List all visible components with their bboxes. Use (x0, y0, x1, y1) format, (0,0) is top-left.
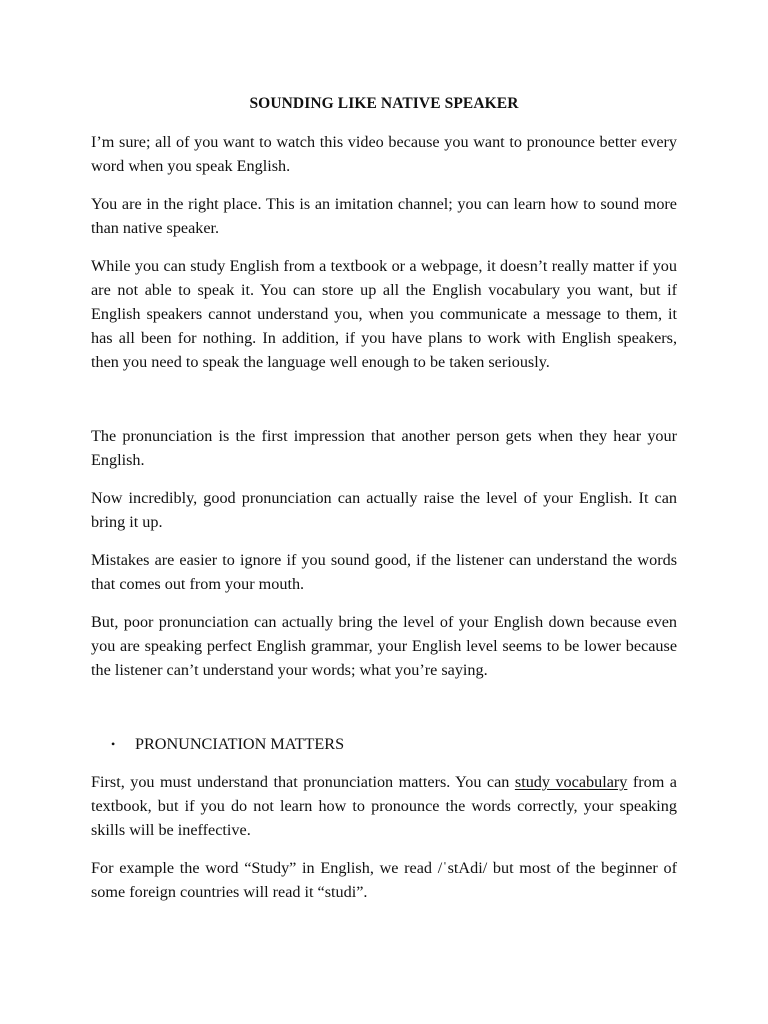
paragraph-example-study: For example the word “Study” in English, we read /ˈstAdi/ but most of the beginner of some foreign countries will read it “studi”. (91, 859, 677, 901)
paragraph-text-after-link: from a textbook, but if you do not learn how to pronounce the words correctly, your speaking skills will be ineffective. (91, 773, 677, 839)
paragraph-poor-pronunciation: But, poor pronunciation can actually bring the level of your English down because even you are speaking perfect English grammar, your English level seems to be lower because the listener can’t understand your words; what you’re saying. (91, 613, 677, 679)
paragraph-mistakes: Mistakes are easier to ignore if you sound good, if the listener can understand the words that comes out from your mouth. (91, 551, 677, 593)
paragraph-intro: I’m sure; all of you want to watch this video because you want to pronounce better every word when you speak English. (91, 133, 677, 175)
paragraph-pronunciation-matters (91, 770, 677, 842)
paragraph-text-before-link: First, you must understand that pronunciation matters. You can (91, 773, 515, 791)
paragraph-first-impression: The pronunciation is the first impression that another person gets when they hear your English. (91, 427, 677, 469)
paragraph-raise-level: Now incredibly, good pronunciation can actually raise the level of your English. It can bring it up. (91, 489, 677, 531)
paragraph-study-english: While you can study English from a textbook or a webpage, it doesn’t really matter if you are not able to speak it. You can store up all the English vocabulary you want, but if English speakers cannot understand you, when you communicate a message to them, it has all been for nothing. In addition, if you have plans to work with English speakers, then you need to speak the language well enough to be taken seriously. (91, 257, 677, 371)
document-body (91, 92, 677, 904)
paragraph-right-place: You are in the right place. This is an imitation channel; you can learn how to sound more than native speaker. (91, 195, 677, 237)
bullet-item (91, 732, 677, 756)
study-vocabulary-link[interactable]: study vocabulary (514, 773, 628, 791)
document-title: SOUNDING LIKE NATIVE SPEAKER (249, 95, 519, 112)
bullet-marker: • (111, 737, 116, 751)
bullet-heading: PRONUNCIATION MATTERS (135, 735, 345, 753)
